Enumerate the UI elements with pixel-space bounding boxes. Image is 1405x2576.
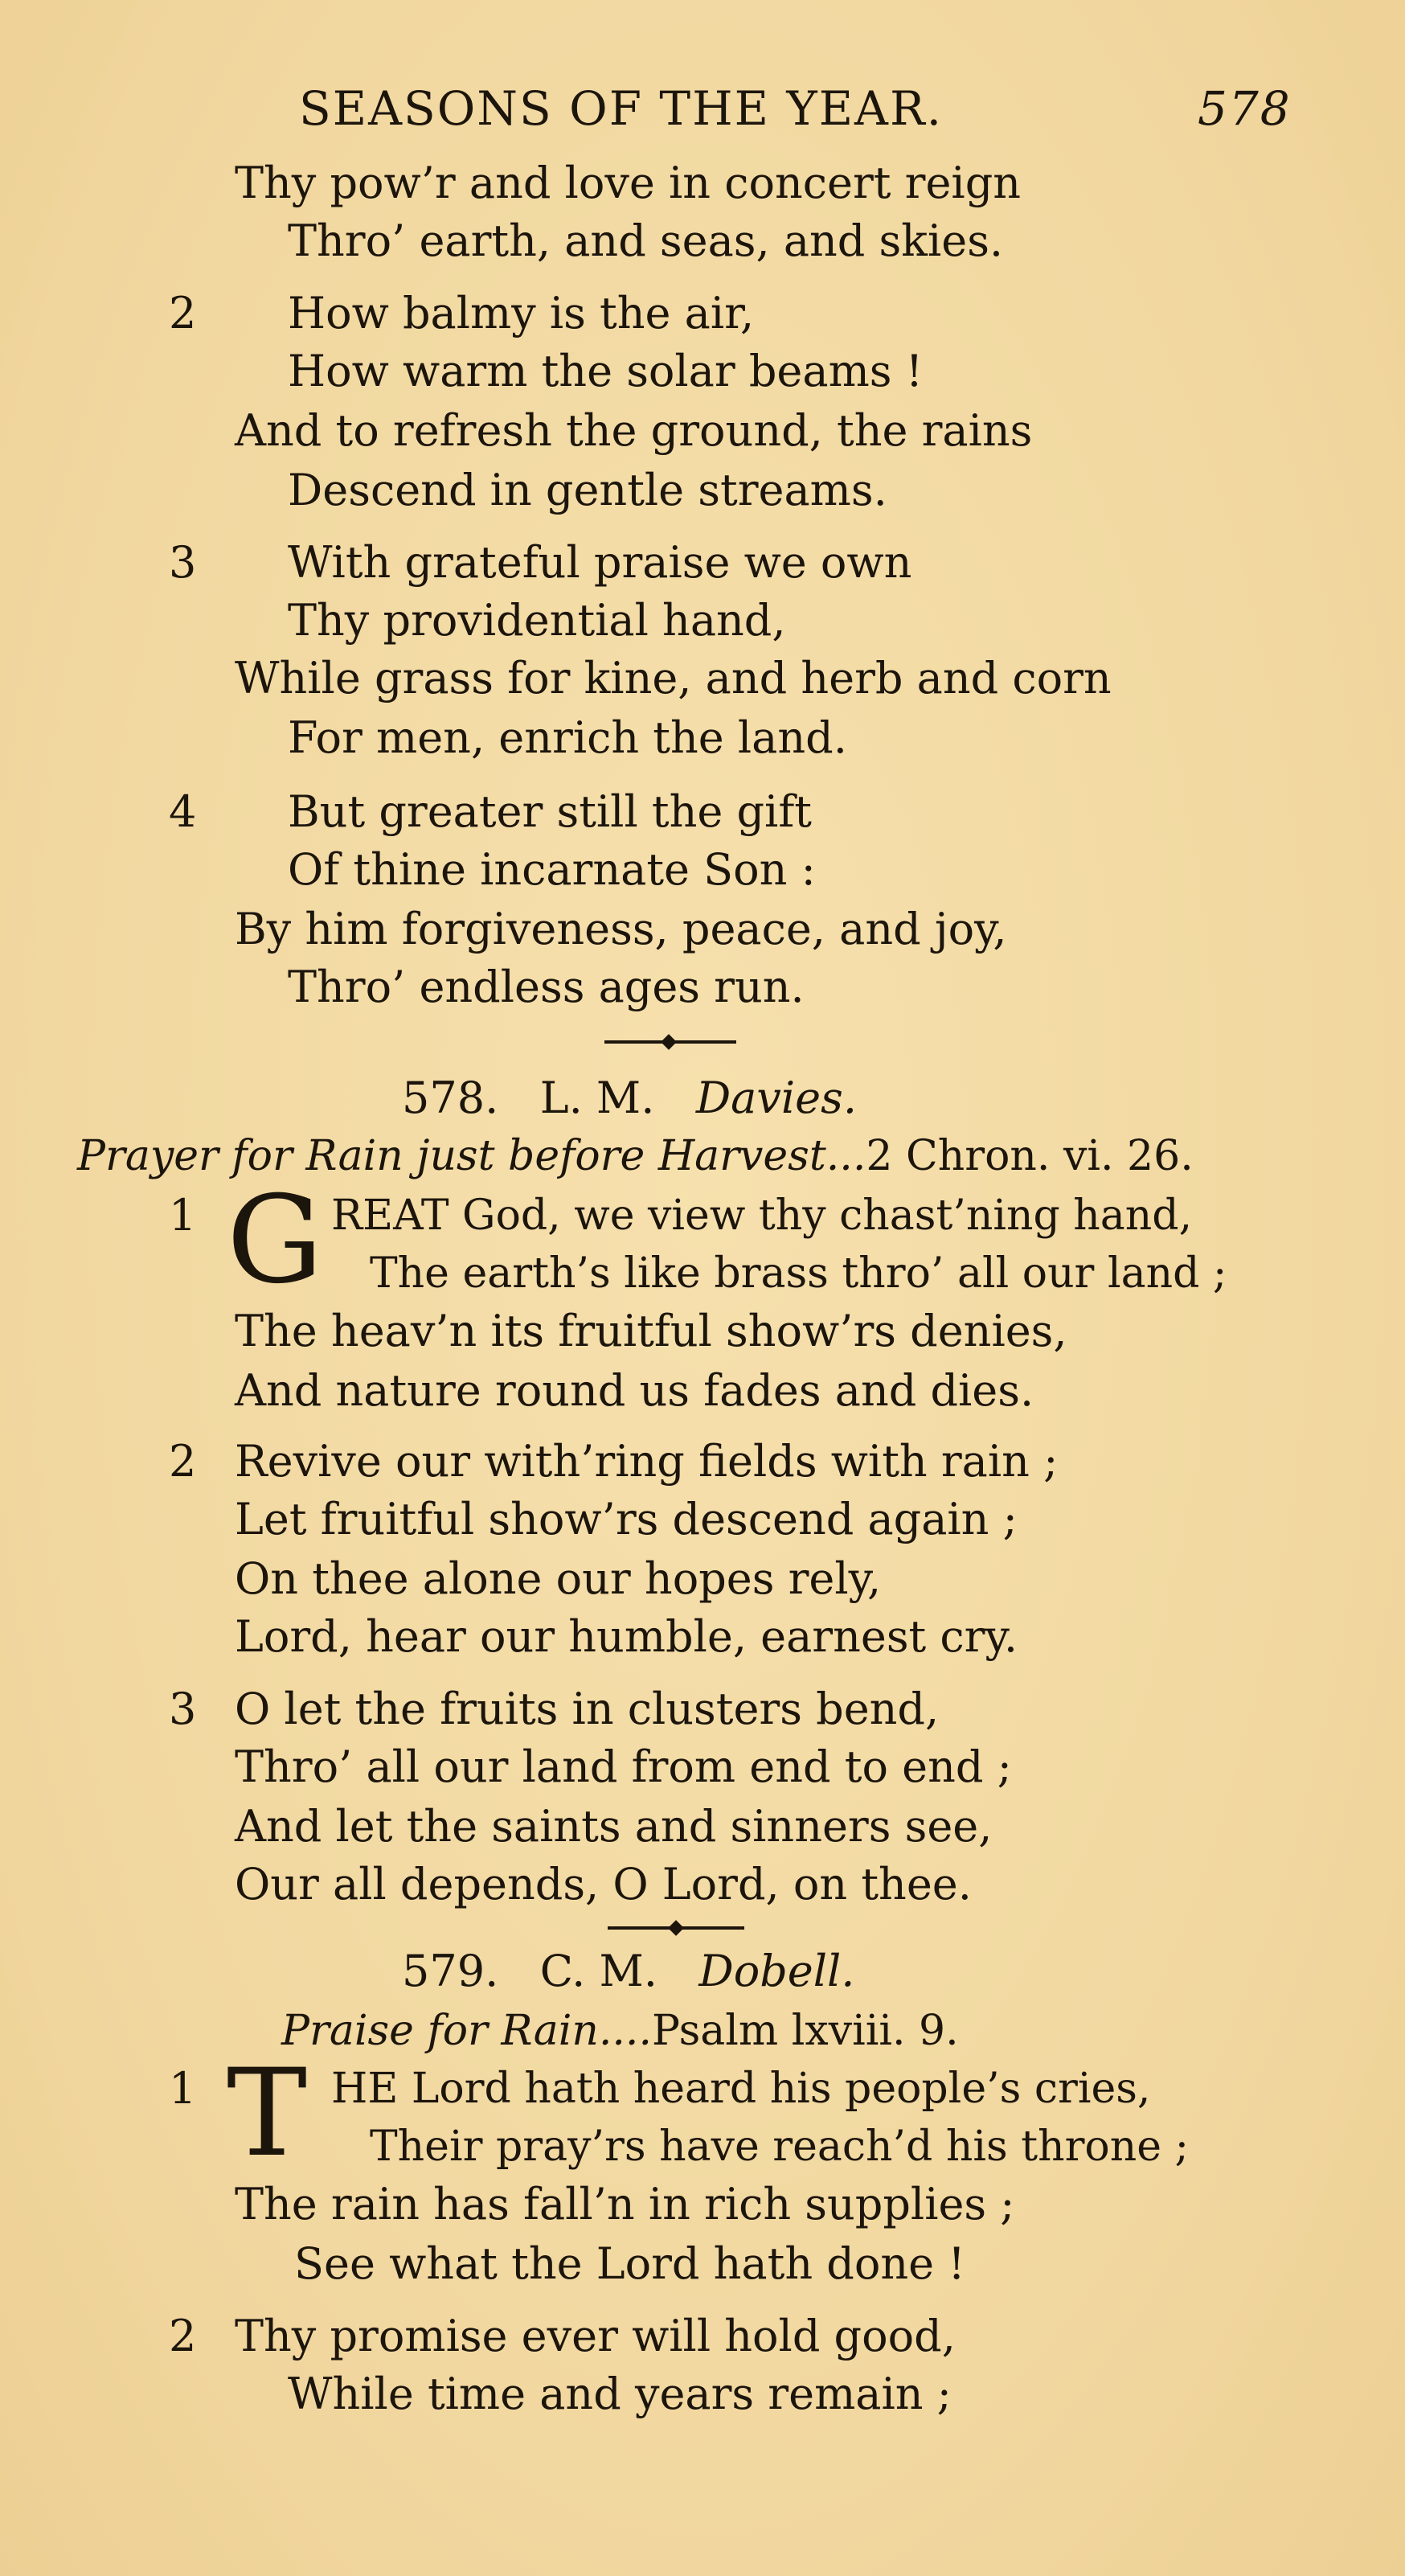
hymn-number: 579. [402, 1946, 499, 1996]
hymn-subtitle [281, 2005, 959, 2057]
hymn-meter: C. M. [539, 1946, 657, 1996]
verse-number: 3 [169, 537, 197, 588]
verse-line: With grateful praise we own [288, 537, 912, 588]
divider-ornament [661, 1034, 677, 1050]
verse-line: How warm the solar beams ! [288, 346, 924, 396]
verse-line: The heav’n its fruitful show’rs denies, [235, 1306, 1067, 1356]
verse-line: How balmy is the air, [288, 288, 755, 338]
verse-line: And let the saints and sinners see, [235, 1801, 993, 1852]
verse-line: Thy pow’r and love in concert reign [235, 158, 1022, 208]
divider-ornament [668, 1920, 684, 1936]
verse-line: The earth’s like brass thro’ all our land ; [370, 1249, 1227, 1298]
hymn-author: Dobell. [698, 1946, 855, 1996]
verse-line: By him forgiveness, peace, and joy, [235, 904, 1007, 954]
verse-line: Thro’ endless ages run. [288, 962, 805, 1012]
verse-line: Our all depends, O Lord, on thee. [235, 1859, 972, 1909]
verse-number: 2 [169, 1436, 197, 1487]
verse-number: 1 [169, 1190, 197, 1241]
hymn-meter: L. M. [539, 1073, 655, 1123]
verse-line: See what the Lord hath done ! [294, 2238, 965, 2289]
verse-number: 4 [169, 786, 197, 837]
verse-line: Let fruitful show’rs descend again ; [235, 1494, 1018, 1544]
verse-line: On thee alone our hopes rely, [235, 1553, 882, 1604]
verse-line: While grass for kine, and herb and corn [235, 653, 1112, 703]
hymn-number: 578. [402, 1073, 499, 1123]
verse-line: Their pray’rs have reach’d his throne ; [370, 2123, 1190, 2171]
hymn-heading [402, 1073, 857, 1124]
hymn-subtitle-reference: 2 Chron. vi. 26. [866, 1132, 1194, 1180]
verse-line: The rain has fall’n in rich supplies ; [235, 2179, 1015, 2229]
verse-line: Descend in gentle streams. [288, 465, 887, 515]
verse-line: And nature round us fades and dies. [235, 1365, 1034, 1416]
hymn-subtitle-title: Prayer for Rain just before Harvest... [77, 1132, 866, 1180]
verse-number: 2 [169, 2311, 197, 2361]
hymn-author: Davies. [695, 1073, 857, 1123]
hymn-subtitle-title: Praise for Rain.... [281, 2007, 652, 2055]
drop-cap: T [227, 2044, 308, 2184]
verse-line: Thro’ all our land from end to end ; [235, 1741, 1012, 1792]
verse-line: Revive our with’ring fields with rain ; [235, 1436, 1059, 1487]
verse-line: And to refresh the ground, the rains [235, 405, 1033, 456]
verse-line: Thro’ earth, and seas, and skies. [288, 215, 1004, 266]
verse-line: But greater still the gift [288, 786, 813, 837]
verse-line: Of thine incarnate Son : [288, 844, 816, 895]
verse-number: 3 [169, 1684, 197, 1734]
drop-cap: G [227, 1171, 323, 1311]
hymn-subtitle-reference: Psalm lxviii. 9. [652, 2007, 959, 2055]
verse-line: For men, enrich the land. [288, 712, 847, 763]
verse-line: Lord, hear our humble, earnest cry. [235, 1611, 1018, 1662]
verse-number: 1 [169, 2063, 197, 2114]
page-number: 578 [1198, 81, 1292, 136]
verse-line: REAT God, we view thy chast’ning hand, [331, 1192, 1193, 1240]
hymn-heading [402, 1946, 854, 1997]
verse-line: Thy promise ever will hold good, [235, 2311, 956, 2361]
verse-number: 2 [169, 288, 197, 338]
verse-line: Thy providential hand, [288, 595, 786, 646]
verse-line: While time and years remain ; [288, 2369, 952, 2419]
verse-line: O let the fruits in clusters bend, [235, 1684, 940, 1734]
verse-line: HE Lord hath heard his people’s cries, [331, 2065, 1151, 2113]
running-title: SEASONS OF THE YEAR. [299, 81, 944, 136]
